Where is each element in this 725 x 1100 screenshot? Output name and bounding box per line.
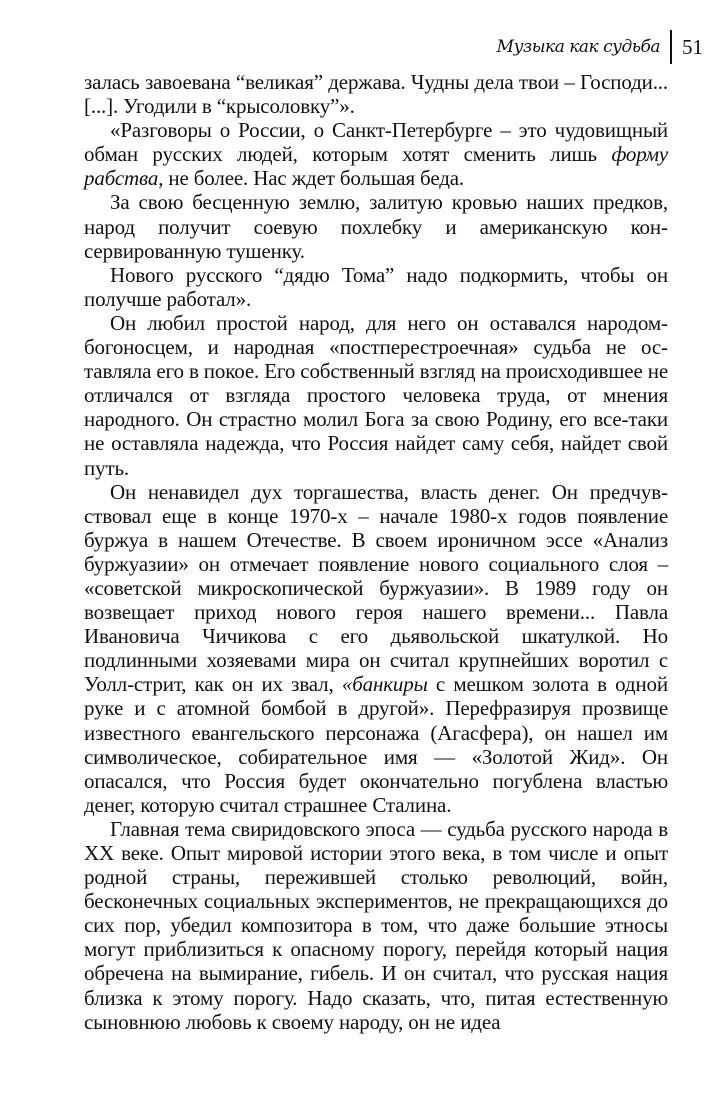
running-title: Музыка как судьба	[496, 37, 660, 57]
paragraph-1	[84, 70, 668, 118]
paragraph-5	[84, 311, 668, 480]
text-run: Он любил простой народ, для него он оставался народомбогоносцем, и народная «постперестроечная» судьба не оставляла его в покое. Его собственный взгляд на происходившее не отличался от взгляда простого человека труда, от мнения народного. Он страстно молил Бога за свою Родину, его все-таки не оставляла надежда, что Россия найдет саму себя, найдет свой путь.	[84, 310, 668, 480]
paragraph-3	[84, 190, 668, 262]
text-run: , не более. Нас ждет большая беда.	[158, 166, 465, 191]
text-run: с мешком золота в одной руке и с атомной бомбой в другой». Перефразируя прозвище известного евангельского персонажа (Агасфера), он нашел им символическое, собирательное имя — «Золотой Жид». Он опасался, что Россия будет окончательно погублена властью денег, которую считал страшнее Сталина.	[84, 672, 668, 817]
paragraph-4	[84, 263, 668, 311]
text-run: Он ненавидел дух торгашества, власть денег. Он предчувствовал еще в конце 1970-х – начале 1980-х годов появление буржуа в нашем Отечестве. В своем ироничном эссе «Анализ буржуазии» он отмечает появление нового социального слоя – «советской микроскопической буржуазии». В 1989 году он возвещает приход нового героя нашего времени... Павла Ивановича Чичикова с его дьявольской шкатулкой. Но подлинными хозяевами мира он считал крупнейших воротил с Уолл-стрит, как он их звал,	[84, 479, 668, 697]
paragraph-7	[84, 817, 668, 1034]
paragraph-2	[84, 118, 668, 190]
text-run: Главная тема свиридовского эпоса — судьба русского народа в XX веке. Опыт мировой истории этого века, в том числе и опыт родной страны, пережившей столько революций, войн, бесконечных социальных экспериментов, не прекращающихся до сих пор, убедил композитора в том, что даже большие этносы могут приблизиться к опасному порогу, перейдя который нация обречена на вымирание, гибель. И он считал, что русская нация близка к этому порогу. Надо сказать, что, питая естественную сыновнюю любовь к своему народу, он не идеа	[84, 816, 668, 1034]
page-number: 51	[682, 34, 703, 59]
text-run: залась завоевана “великая” держава. Чудны дела твои – Господи... [...]. Угодили в “крысоловку”».	[84, 70, 668, 119]
italic-phrase: «банкиры	[341, 672, 428, 697]
running-head	[497, 30, 703, 64]
body-text	[84, 70, 668, 1034]
text-run: «Разговоры о России, о Санкт-Петербурге – это чудовищный обман русских людей, которым хотят сменить лишь	[84, 118, 668, 167]
paragraph-6	[84, 480, 668, 817]
text-run: Нового русского “дядю Тома” надо подкормить, чтобы он получше работал».	[84, 262, 668, 311]
text-run: За свою бесценную землю, залитую кровью наших предков, народ получит соевую похлебку и американскую консервированную тушенку.	[84, 190, 668, 263]
italic-phrase: форму рабства	[84, 142, 668, 191]
